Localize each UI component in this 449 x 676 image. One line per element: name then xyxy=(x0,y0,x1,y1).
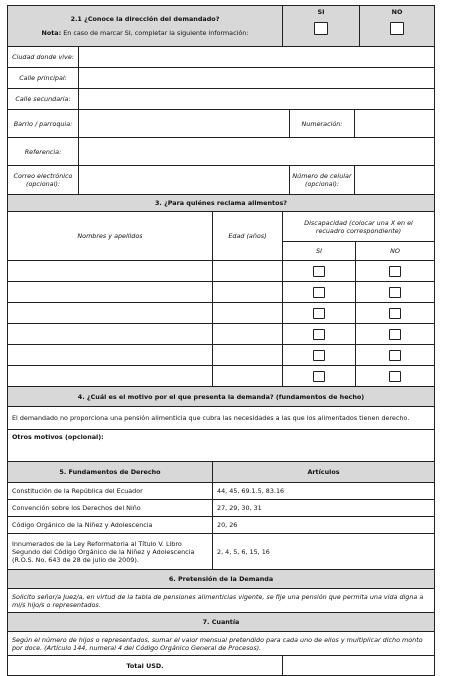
calle-principal-label: Calle principal: xyxy=(19,74,67,82)
referencia-label: Referencia: xyxy=(24,147,62,156)
discapacidad-si-checkbox[interactable] xyxy=(313,371,325,382)
col-articulos-label: Artículos xyxy=(212,462,434,482)
beneficiario-row xyxy=(7,303,435,324)
edad-field[interactable] xyxy=(212,261,282,281)
discapacidad-si-cell xyxy=(282,366,355,386)
calle-principal-row xyxy=(7,68,435,89)
discapacidad-no-label: NO xyxy=(355,242,434,260)
total-field[interactable] xyxy=(282,656,434,675)
nombre-field[interactable] xyxy=(8,261,212,281)
nombre-field[interactable] xyxy=(8,324,212,344)
discapacidad-no-checkbox[interactable] xyxy=(389,266,401,277)
discapacidad-no-cell xyxy=(355,366,434,386)
discapacidad-si-cell xyxy=(282,261,355,281)
discapacidad-si-checkbox[interactable] xyxy=(313,350,325,361)
discapacidad-si-checkbox[interactable] xyxy=(313,329,325,340)
no-label: NO xyxy=(391,8,403,16)
section-7-title: 7. Cuantía xyxy=(202,618,240,626)
nombre-field[interactable] xyxy=(8,282,212,302)
calle-secundaria-field[interactable] xyxy=(78,89,434,109)
otros-motivos-row[interactable] xyxy=(7,430,435,462)
fundamento-row xyxy=(7,517,435,534)
edad-field[interactable] xyxy=(212,345,282,365)
nombre-field[interactable] xyxy=(8,303,212,323)
section-5-header xyxy=(7,462,435,483)
note-text: En caso de marcar SI, completar la siguiente información: xyxy=(61,29,249,37)
discapacidad-no-cell xyxy=(355,324,434,344)
fundamento-row xyxy=(7,483,435,500)
no-column xyxy=(359,6,434,46)
barrio-row xyxy=(7,110,435,138)
correo-field[interactable] xyxy=(78,166,289,194)
calle-secundaria-label: Calle secundaria: xyxy=(15,95,71,103)
col-discapacidad-label: Discapacidad (colocar una X en el recuadro correspondiente) xyxy=(283,212,434,242)
section-2-1-header xyxy=(7,5,435,47)
discapacidad-no-cell xyxy=(355,282,434,302)
total-label: Total USD. xyxy=(126,661,164,670)
discapacidad-no-checkbox[interactable] xyxy=(389,308,401,319)
articulos-text: 27, 29, 30, 31 xyxy=(212,500,434,516)
articulos-text: 20, 26 xyxy=(212,517,434,533)
discapacidad-si-checkbox[interactable] xyxy=(313,287,325,298)
referencia-row xyxy=(7,138,435,166)
discapacidad-no-cell xyxy=(355,261,434,281)
beneficiarios-table-header xyxy=(7,212,435,261)
section-6-title: 6. Pretensión de la Demanda xyxy=(168,575,274,583)
discapacidad-si-label: SI xyxy=(316,247,322,255)
col-edad-label: Edad (años) xyxy=(212,212,282,260)
si-label: SI xyxy=(317,8,325,16)
celular-field[interactable] xyxy=(354,166,434,194)
discapacidad-no-checkbox[interactable] xyxy=(389,329,401,340)
cuantia-text: Según el número de hijos o representados, sumar el valor mensual pretendido para cada uno de ellos y multiplicar dicho monto por doce. (Artículo 144, numeral 4 del Código Orgánico General de Procesos). xyxy=(12,635,423,652)
section-2-1-question xyxy=(8,6,282,46)
beneficiario-row xyxy=(7,324,435,345)
numeracion-label: Numeración: xyxy=(289,110,354,137)
discapacidad-si-checkbox[interactable] xyxy=(313,308,325,319)
section-6-header xyxy=(7,570,435,589)
fundamento-row xyxy=(7,500,435,517)
correo-label: Correo electrónico (opcional): xyxy=(13,172,73,188)
discapacidad-no-checkbox[interactable] xyxy=(389,350,401,361)
edad-field[interactable] xyxy=(212,303,282,323)
beneficiario-row xyxy=(7,261,435,282)
ciudad-field[interactable] xyxy=(78,47,434,67)
total-row xyxy=(7,656,435,676)
si-checkbox[interactable] xyxy=(314,22,328,35)
discapacidad-no-cell xyxy=(355,303,434,323)
si-column xyxy=(282,6,359,46)
calle-secundaria-row xyxy=(7,89,435,110)
nombre-field[interactable] xyxy=(8,366,212,386)
beneficiario-row xyxy=(7,366,435,387)
cuantia-row xyxy=(7,632,435,656)
barrio-label: Barrio / parroquia: xyxy=(13,119,73,128)
discapacidad-no-checkbox[interactable] xyxy=(389,287,401,298)
note-label: Nota: xyxy=(41,29,62,37)
discapacidad-si-cell xyxy=(282,282,355,302)
col-nombres-label: Nombres y apellidos xyxy=(77,232,143,240)
section-3-title: 3. ¿Para quiénes reclama alimentos? xyxy=(154,199,288,207)
articulos-text: 2, 4, 5, 6, 15, 16 xyxy=(212,534,434,569)
section-5-title: 5. Fundamentos de Derecho xyxy=(59,468,161,476)
discapacidad-si-checkbox[interactable] xyxy=(313,266,325,277)
edad-field[interactable] xyxy=(212,324,282,344)
section-2-1-title: 2.1 ¿Conoce la dirección del demandado? xyxy=(70,15,220,23)
section-4-title: 4. ¿Cuál es el motivo por el que presenta la demanda? (fundamentos de hecho) xyxy=(77,392,365,401)
otros-motivos-label: Otros motivos (opcional): xyxy=(12,433,104,441)
no-checkbox[interactable] xyxy=(390,22,404,35)
numeracion-field[interactable] xyxy=(354,110,434,137)
ciudad-label: Ciudad donde vive: xyxy=(12,53,74,61)
contacto-row xyxy=(7,166,435,195)
calle-principal-field[interactable] xyxy=(78,68,434,88)
beneficiario-row xyxy=(7,282,435,303)
fundamento-row xyxy=(7,534,435,570)
motivo-text: El demandado no proporciona una pensión alimenticia que cubra las necesidades a las que los alimentados tienen derecho. xyxy=(12,414,410,422)
norma-text: Constitución de la República del Ecuador xyxy=(12,487,143,495)
section-3-header xyxy=(7,195,435,212)
form-page xyxy=(7,5,435,676)
nombre-field[interactable] xyxy=(8,345,212,365)
edad-field[interactable] xyxy=(212,366,282,386)
norma-text: Convención sobre los Derechos del Niño xyxy=(12,504,141,512)
norma-text: Código Orgánico de la Niñez y Adolescencia xyxy=(12,521,153,529)
celular-label: Número de celular (opcional): xyxy=(289,166,354,194)
ciudad-row xyxy=(7,47,435,68)
discapacidad-si-cell xyxy=(282,345,355,365)
norma-text: Innumerados de la Ley Reformatoria al Título V. Libro Segundo del Código Orgánico de la Niñez y Adolescencia (R.O.S. No. 643 de 28 de julio de 2009). xyxy=(12,539,195,564)
discapacidad-si-cell xyxy=(282,324,355,344)
discapacidad-si-cell xyxy=(282,303,355,323)
referencia-field[interactable] xyxy=(78,138,434,165)
articulos-text: 44, 45, 69.1.5, 83.16 xyxy=(212,483,434,499)
edad-field[interactable] xyxy=(212,282,282,302)
col-discapacidad xyxy=(282,212,434,260)
beneficiario-row xyxy=(7,345,435,366)
discapacidad-no-checkbox[interactable] xyxy=(389,371,401,382)
section-7-header xyxy=(7,613,435,632)
pretension-row xyxy=(7,589,435,613)
barrio-field[interactable] xyxy=(78,110,289,137)
discapacidad-no-cell xyxy=(355,345,434,365)
motivo-row xyxy=(7,407,435,430)
section-4-header xyxy=(7,387,435,407)
pretension-text: Solicito señor/a Juez/a, en virtud de la tabla de pensiones alimenticias vigente, se fije una pensión que permita una vida digna a mi/s hijo/s o representados. xyxy=(12,592,424,609)
